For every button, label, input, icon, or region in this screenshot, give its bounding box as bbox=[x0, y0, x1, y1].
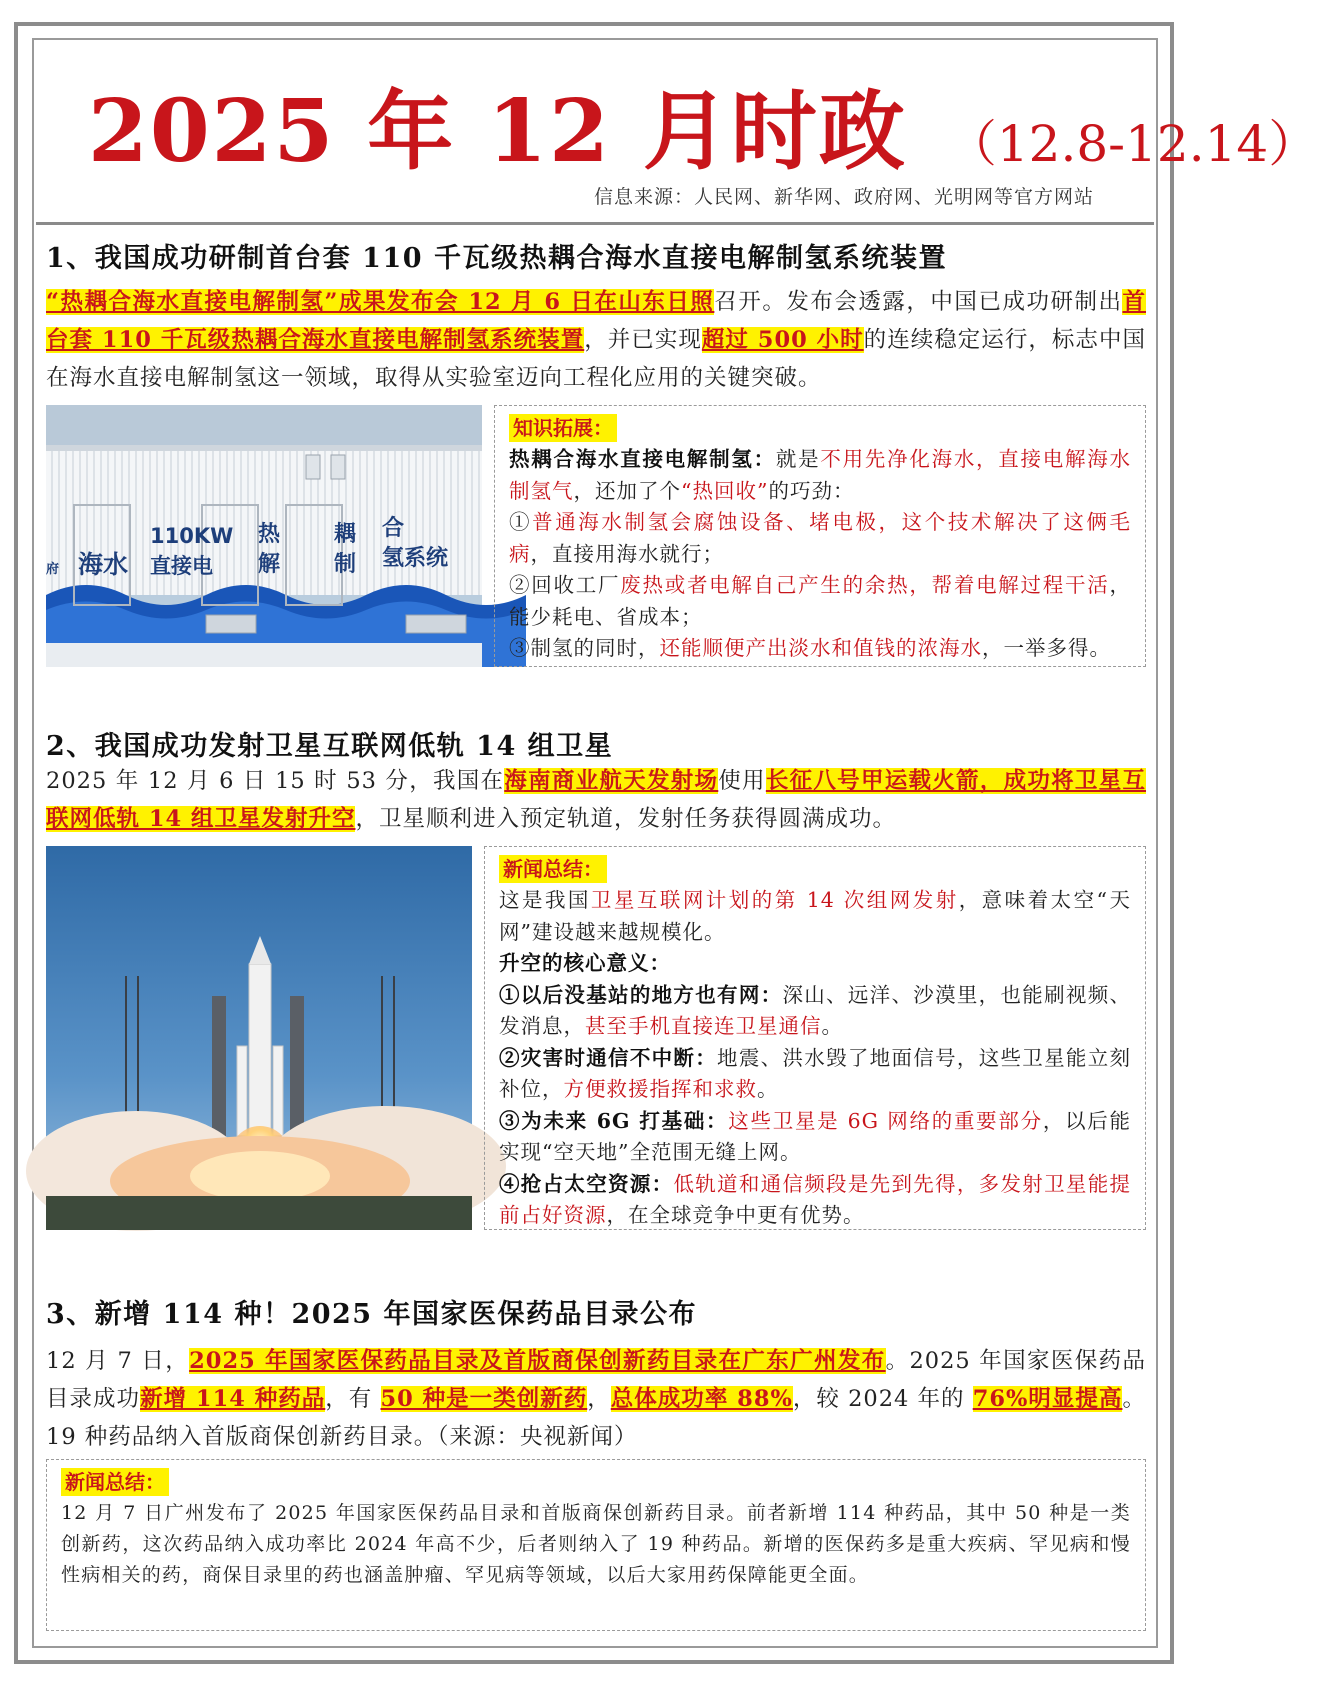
box-line bbox=[509, 633, 1131, 665]
box-text: ，直接用海水就行； bbox=[530, 541, 724, 566]
container-text-jie: 解 bbox=[258, 552, 281, 577]
highlighted-phrase: “热耦合海水直接电解制氢”成果发布会 12 月 6 日在山东日照 bbox=[46, 289, 715, 315]
rocket-launch-illustration bbox=[46, 846, 472, 1230]
hydrogen-container-illustration bbox=[46, 405, 482, 667]
news-summary-box-3 bbox=[46, 1459, 1146, 1631]
emphasis-text: 不用先净化海水，直接电解海水制氢气 bbox=[509, 447, 1132, 503]
box-line bbox=[499, 948, 1131, 980]
news-summary-lines-2 bbox=[499, 885, 1131, 1232]
box-text: 的巧劲： bbox=[768, 478, 855, 503]
rocket-launch-photo bbox=[46, 846, 472, 1230]
container-text-couple: 耦 bbox=[334, 522, 357, 547]
paragraph-text: ，有 bbox=[325, 1386, 381, 1412]
highlighted-phrase: 2025 年国家医保药品目录及首版商保创新药目录在广东广州发布 bbox=[189, 1348, 886, 1374]
emphasis-text: 普通海水制氢会腐蚀设备、堵电极，这个技术解决了这俩毛病 bbox=[509, 510, 1132, 566]
box-line bbox=[509, 444, 1131, 507]
knowledge-extension-tag: 知识拓展： bbox=[509, 414, 617, 442]
paragraph-text: ， bbox=[587, 1386, 611, 1412]
box-text: ，还加了个 bbox=[573, 478, 681, 503]
box-text: ③制氢的同时， bbox=[509, 636, 660, 660]
box-line bbox=[499, 1043, 1131, 1106]
news-summary-box-2 bbox=[484, 846, 1146, 1230]
emphasis-text: 甚至手机直接连卫星通信 bbox=[585, 1014, 822, 1038]
paragraph-text: ，卫星顺利进入预定轨道，发射任务获得圆满成功。 bbox=[355, 806, 896, 832]
bold-label: ①以后没基站的地方也有网： bbox=[499, 982, 783, 1007]
box-text: 深山、远洋、沙漠里，也能刷视频、发消息， bbox=[499, 982, 1132, 1038]
news-summary-tag-2: 新闻总结： bbox=[499, 855, 607, 883]
box-text: ，能少耗电、省成本； bbox=[509, 573, 1132, 629]
highlighted-phrase: 海南商业航天发射场 bbox=[504, 768, 719, 794]
emphasis-text: 方便救援指挥和求救 bbox=[563, 1077, 757, 1101]
emphasis-text: 卫星互联网计划的第 14 次组网发射 bbox=[590, 888, 959, 912]
box-text: ，以后能实现“空天地”全范围无缝上网。 bbox=[499, 1108, 1132, 1164]
container-text-110kw: 110KW bbox=[150, 524, 234, 548]
news-summary-tag-3: 新闻总结： bbox=[61, 1468, 169, 1496]
knowledge-extension-lines bbox=[509, 444, 1131, 665]
paragraph-text: 。19 种药品纳入首版商保创新药目录。（来源：央视新闻） bbox=[46, 1386, 1146, 1450]
box-text: ，意味着太空“天网”建设越来越规模化。 bbox=[499, 888, 1132, 944]
highlighted-phrase: 长征八号甲运载火箭，成功将卫星互联网低轨 14 组卫星发射升空 bbox=[46, 768, 1146, 832]
paragraph-text: 12 月 7 日， bbox=[46, 1348, 190, 1374]
container-text-heat: 热 bbox=[258, 522, 281, 547]
box-line bbox=[499, 885, 1131, 948]
section-3-title: 3、新增 114 种！2025 年国家医保药品目录公布 bbox=[46, 1299, 697, 1330]
emphasis-text: 低轨道和通信频段是先到先得，多发射卫星能提前占好资源 bbox=[499, 1171, 1132, 1227]
box-line bbox=[509, 570, 1131, 633]
section-2-paragraph bbox=[46, 762, 1146, 838]
highlighted-phrase: 首台套 110 千瓦级热耦合海水直接电解制氢系统装置 bbox=[46, 289, 1146, 353]
news-summary-text-3: 12 月 7 日广州发布了 2025 年国家医保药品目录和首版商保创新药目录。前者新增 114 种药品，其中 50 种是一类创新药，这次药品纳入成功率比 2024 年高不少，后者则纳入了 19 种药品。新增的医保药多是重大疾病、罕见病和慢性病相关的药，商保目录里的药也涵盖肿瘤、罕见病等领域，以后大家用药保障能更全面。 bbox=[61, 1502, 1131, 1586]
section-1-title: 1、我国成功研制首台套 110 千瓦级热耦合海水直接电解制氢系统装置 bbox=[46, 243, 947, 274]
box-text: ① bbox=[509, 510, 533, 534]
container-text-hydrogen-system: 氢系统 bbox=[382, 546, 449, 571]
container-text-direct: 直接电 bbox=[150, 554, 213, 578]
container-text-edge: 府 bbox=[46, 562, 60, 577]
bold-label: 升空的核心意义： bbox=[499, 951, 671, 975]
box-line bbox=[499, 980, 1131, 1043]
container-text-zhi: 制 bbox=[334, 552, 357, 577]
box-line bbox=[499, 1169, 1131, 1232]
emphasis-text: 还能顺便产出淡水和值钱的浓海水 bbox=[659, 636, 982, 660]
paragraph-text: 。2025 年国家医保药品目录成功 bbox=[46, 1348, 1146, 1412]
header-divider bbox=[36, 222, 1154, 225]
container-text-seawater: 海水 bbox=[78, 550, 129, 579]
box-text: 。 bbox=[821, 1014, 843, 1038]
emphasis-text: 废热或者电解自己产生的余热，帮着电解过程干活 bbox=[620, 573, 1110, 597]
title-date-range: （12.8-12.14） bbox=[946, 115, 1318, 173]
box-text: ，在全球竞争中更有优势。 bbox=[606, 1203, 865, 1227]
knowledge-extension-box bbox=[494, 405, 1146, 667]
bold-label: ②灾害时通信不中断： bbox=[499, 1045, 718, 1070]
section-1-paragraph bbox=[46, 283, 1146, 397]
box-text: ，一举多得。 bbox=[982, 636, 1111, 660]
box-line bbox=[509, 507, 1131, 570]
box-line bbox=[499, 1106, 1131, 1169]
container-text-he: 合 bbox=[382, 516, 405, 541]
box-text: 就是 bbox=[775, 447, 821, 471]
box-text: 。 bbox=[757, 1077, 779, 1101]
emphasis-text: “热回收” bbox=[681, 478, 769, 503]
paragraph-text: 的连续稳定运行，标志中国在海水直接电解制氢这一领域，取得从实验室迈向工程化应用的关键突破。 bbox=[46, 327, 1146, 391]
highlighted-phrase: 超过 500 小时 bbox=[701, 327, 864, 353]
section-3-paragraph bbox=[46, 1342, 1146, 1456]
bold-label: ③为未来 6G 打基础： bbox=[499, 1108, 729, 1133]
source-note: 信息来源：人民网、新华网、政府网、光明网等官方网站 bbox=[593, 186, 1094, 208]
box-text: 地震、洪水毁了地面信号，这些卫星能立刻补位， bbox=[499, 1045, 1132, 1101]
page-title bbox=[88, 62, 1318, 186]
hydrogen-container-photo bbox=[46, 405, 482, 667]
section-2-title: 2、我国成功发射卫星互联网低轨 14 组卫星 bbox=[46, 731, 614, 762]
title-text: 2025 年 12 月时政 bbox=[88, 81, 907, 182]
page-header bbox=[36, 42, 1318, 222]
paragraph-text: 2025 年 12 月 6 日 15 时 53 分，我国在 bbox=[46, 768, 505, 794]
paragraph-text: ，较 2024 年的 bbox=[792, 1386, 973, 1412]
emphasis-text: 这些卫星是 6G 网络的重要部分 bbox=[728, 1108, 1043, 1133]
paragraph-text: ，并已实现 bbox=[584, 327, 702, 353]
bold-label: ④抢占太空资源： bbox=[499, 1171, 674, 1196]
highlighted-phrase: 76%明显提高 bbox=[972, 1386, 1123, 1412]
paragraph-text: 召开。发布会透露，中国已成功研制出 bbox=[714, 289, 1123, 315]
paragraph-text: 使用 bbox=[718, 768, 766, 794]
highlighted-phrase: 50 种是一类创新药 bbox=[380, 1386, 588, 1412]
box-text: 这是我国 bbox=[499, 888, 591, 912]
highlighted-phrase: 总体成功率 88% bbox=[610, 1386, 793, 1412]
box-text: ②回收工厂 bbox=[509, 573, 621, 597]
highlighted-phrase: 新增 114 种药品 bbox=[140, 1386, 326, 1412]
bold-label: 热耦合海水直接电解制氢： bbox=[509, 447, 776, 471]
